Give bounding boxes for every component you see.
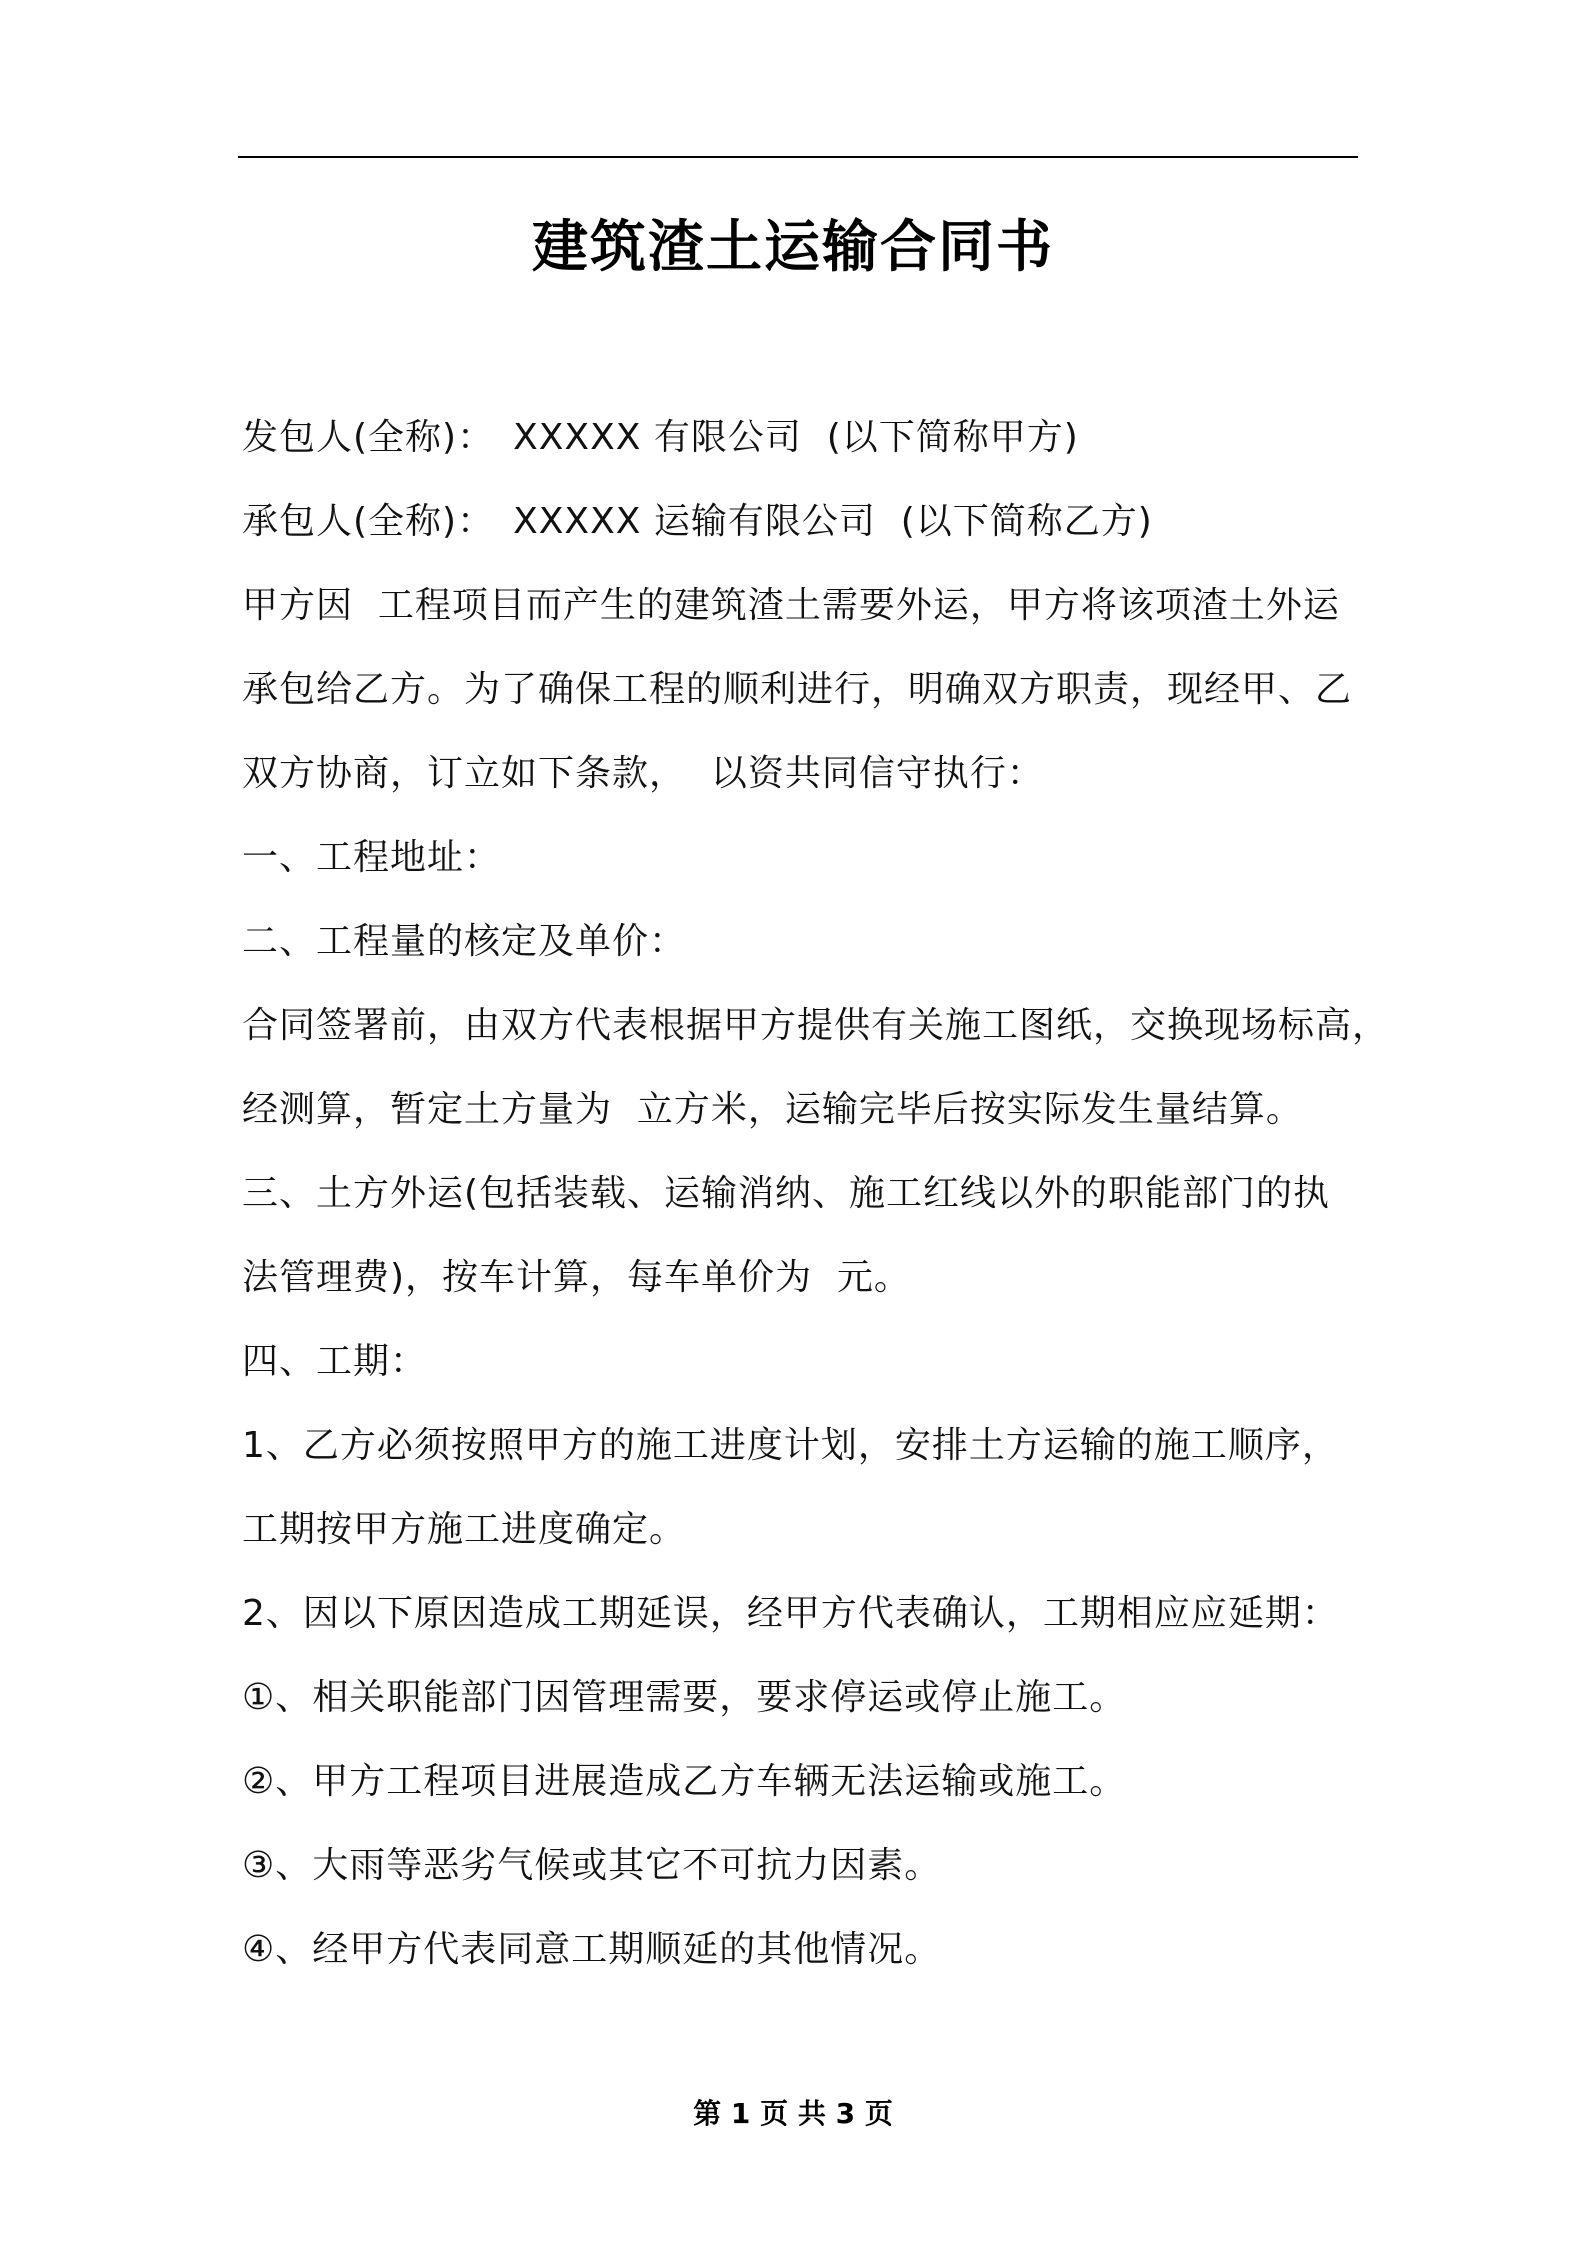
body-text-line: 双方协商，订立如下条款， 以资共同信守执行： — [242, 753, 1044, 794]
party-a-line: 发包人(全称)： XXXXX 有限公司 (以下简称甲方) — [242, 417, 1079, 458]
sub-clause-item: ②、甲方工程项目进展造成乙方车辆无法运输或施工。 — [242, 1761, 1127, 1802]
clause-item: 1、乙方必须按照甲方的施工进度计划，安排土方运输的施工顺序， — [242, 1425, 1339, 1466]
body-text-line: 法管理费)，按车计算，每车单价为 元。 — [242, 1257, 911, 1298]
section-heading: 三、土方外运(包括装载、运输消纳、施工红线以外的职能部门的执 — [242, 1173, 1331, 1214]
body-text-line: 承包给乙方。为了确保工程的顺利进行，明确双方职责，现经甲、乙 — [242, 669, 1353, 710]
section-heading: 四、工期： — [242, 1341, 428, 1382]
sub-clause-item: ①、相关职能部门因管理需要，要求停运或停止施工。 — [242, 1677, 1127, 1718]
body-text-line: 合同签署前，由双方代表根据甲方提供有关施工图纸，交换现场标高， — [242, 1005, 1390, 1046]
section-heading: 一、工程地址： — [242, 837, 502, 878]
body-text-line: 经测算，暂定土方量为 立方米，运输完毕后按实际发生量结算。 — [242, 1089, 1303, 1130]
header-rule — [238, 156, 1358, 158]
page-number-footer: 第 1 页 共 3 页 — [693, 2097, 893, 2130]
sub-clause-item: ④、经甲方代表同意工期顺延的其他情况。 — [242, 1929, 942, 1970]
sub-clause-item: ③、大雨等恶劣气候或其它不可抗力因素。 — [242, 1845, 942, 1886]
document-body — [242, 396, 1390, 1992]
clause-item: 2、因以下原因造成工期延误，经甲方代表确认，工期相应应延期： — [242, 1593, 1339, 1634]
section-heading: 二、工程量的核定及单价： — [242, 921, 687, 962]
document-title: 建筑渣土运输合同书 — [532, 215, 1054, 280]
body-text-line: 工期按甲方施工进度确定。 — [242, 1509, 687, 1550]
party-b-line: 承包人(全称)： XXXXX 运输有限公司 (以下简称乙方) — [242, 501, 1153, 542]
body-text-line: 甲方因 工程项目而产生的建筑渣土需要外运，甲方将该项渣土外运 — [242, 585, 1340, 626]
